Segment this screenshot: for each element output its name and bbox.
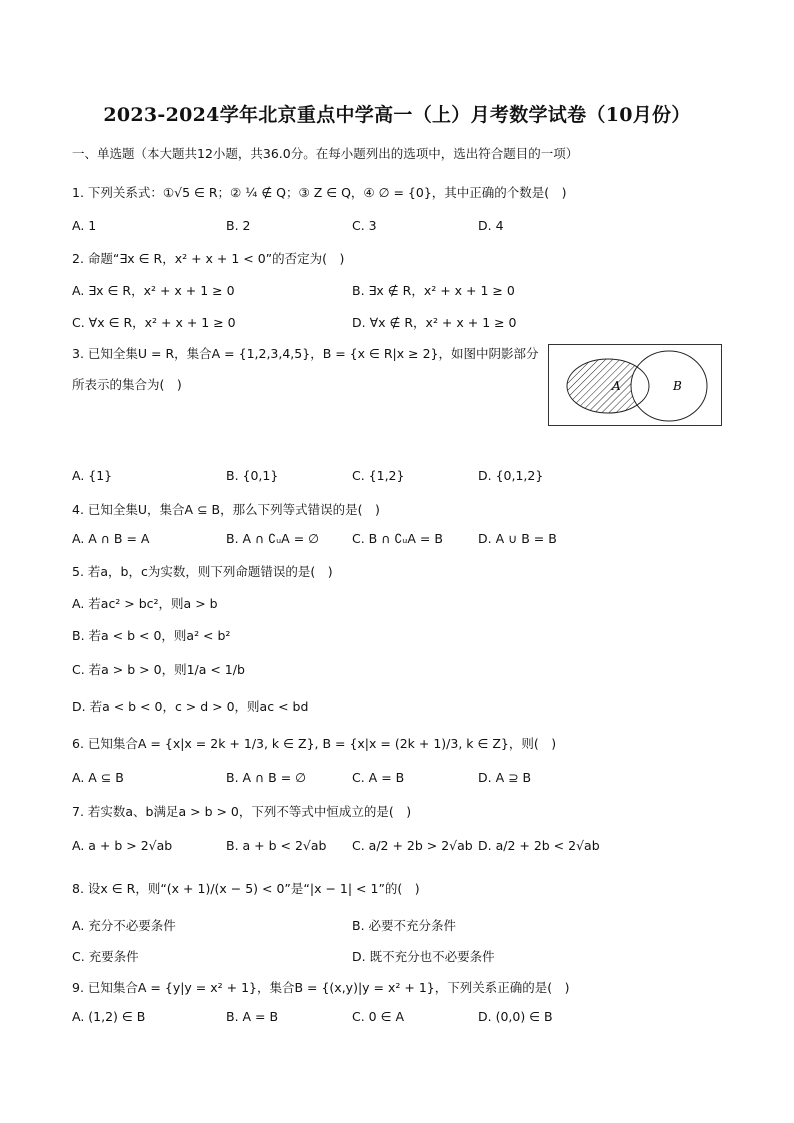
section-heading: 一、单选题（本大题共12小题，共36.0分。在每小题列出的选项中，选出符合题目的一项） — [72, 146, 579, 161]
question-1-option-d: D. 4 — [478, 218, 504, 233]
question-9-option-b: B. A = B — [226, 1009, 279, 1024]
question-5-stem: 5. 若a，b，c为实数，则下列命题错误的是( ) — [72, 564, 333, 579]
question-7-stem: 7. 若实数a、b满足a > b > 0，下列不等式中恒成立的是( ) — [72, 804, 412, 819]
question-2-option-c: C. ∀x ∈ R，x² + x + 1 ≥ 0 — [72, 315, 236, 330]
question-2-option-a: A. ∃x ∈ R，x² + x + 1 ≥ 0 — [72, 283, 235, 298]
set-b-label: B — [673, 379, 682, 393]
question-4-option-b: B. A ∩ ∁ᵤA = ∅ — [226, 531, 320, 546]
question-4-stem: 4. 已知全集U，集合A ⊆ B，那么下列等式错误的是( ) — [72, 502, 380, 517]
question-8-stem: 8. 设x ∈ R，则“(x + 1)/(x − 5) < 0”是“|x − 1| < 1”的( ) — [72, 881, 420, 896]
set-a-label: A — [612, 379, 621, 393]
question-3-stem-continued: 所表示的集合为( ) — [72, 377, 182, 392]
question-6-stem: 6. 已知集合A = {x|x = 2k + 1/3, k ∈ Z}, B = {x|x = (2k + 1)/3, k ∈ Z}，则( ) — [72, 736, 557, 751]
question-5-option-b: B. 若a < b < 0，则a² < b² — [72, 628, 231, 643]
question-9-stem: 9. 已知集合A = {y|y = x² + 1}，集合B = {(x,y)|y = x² + 1}，下列关系正确的是( ) — [72, 980, 570, 995]
question-5-option-a: A. 若ac² > bc²，则a > b — [72, 596, 218, 611]
question-8-option-c: C. 充要条件 — [72, 949, 139, 964]
question-7-option-d: D. a/2 + 2b < 2√ab — [478, 838, 600, 853]
question-2-option-b: B. ∃x ∉ R，x² + x + 1 ≥ 0 — [352, 283, 515, 298]
question-3-stem: 3. 已知全集U = R，集合A = {1,2,3,4,5}，B = {x ∈ R|x ≥ 2}，如图中阴影部分 — [72, 346, 539, 361]
question-3-option-a: A. {1} — [72, 468, 113, 483]
question-7-option-b: B. a + b < 2√ab — [226, 838, 327, 853]
question-9-option-a: A. (1,2) ∈ B — [72, 1009, 146, 1024]
question-9-option-c: C. 0 ∈ A — [352, 1009, 405, 1024]
question-9-option-d: D. (0,0) ∈ B — [478, 1009, 553, 1024]
question-6-option-c: C. A = B — [352, 770, 405, 785]
question-3-option-d: D. {0,1,2} — [478, 468, 544, 483]
question-4-option-c: C. B ∩ ∁ᵤA = B — [352, 531, 443, 546]
question-4-option-d: D. A ∪ B = B — [478, 531, 557, 546]
question-1-stem: 1. 下列关系式：①√5 ∈ R；② ¼ ∉ Q；③ Z ∈ Q，④ ∅ = {0}，其中正确的个数是( ) — [72, 185, 567, 200]
question-7-option-a: A. a + b > 2√ab — [72, 838, 173, 853]
question-1-option-c: C. 3 — [352, 218, 377, 233]
venn-diagram — [548, 344, 722, 426]
question-8-option-b: B. 必要不充分条件 — [352, 918, 457, 933]
question-1-option-a: A. 1 — [72, 218, 97, 233]
question-8-option-d: D. 既不充分也不必要条件 — [352, 949, 495, 964]
question-3-option-c: C. {1,2} — [352, 468, 405, 483]
question-3-option-b: B. {0,1} — [226, 468, 279, 483]
question-4-option-a: A. A ∩ B = A — [72, 531, 150, 546]
question-5-option-c: C. 若a > b > 0，则1/a < 1/b — [72, 662, 245, 677]
question-6-option-b: B. A ∩ B = ∅ — [226, 770, 307, 785]
question-5-option-d: D. 若a < b < 0，c > d > 0，则ac < bd — [72, 699, 309, 714]
question-6-option-a: A. A ⊆ B — [72, 770, 124, 785]
question-7-option-c: C. a/2 + 2b > 2√ab — [352, 838, 473, 853]
set-b-circle — [631, 351, 707, 421]
question-2-option-d: D. ∀x ∉ R，x² + x + 1 ≥ 0 — [352, 315, 517, 330]
exam-title: 2023-2024学年北京重点中学高一（上）月考数学试卷（10月份） — [103, 104, 691, 126]
question-2-stem: 2. 命题“∃x ∈ R，x² + x + 1 < 0”的否定为( ) — [72, 251, 345, 266]
venn-diagram-svg — [549, 345, 721, 425]
question-8-option-a: A. 充分不必要条件 — [72, 918, 176, 933]
question-1-option-b: B. 2 — [226, 218, 251, 233]
question-6-option-d: D. A ⊇ B — [478, 770, 532, 785]
